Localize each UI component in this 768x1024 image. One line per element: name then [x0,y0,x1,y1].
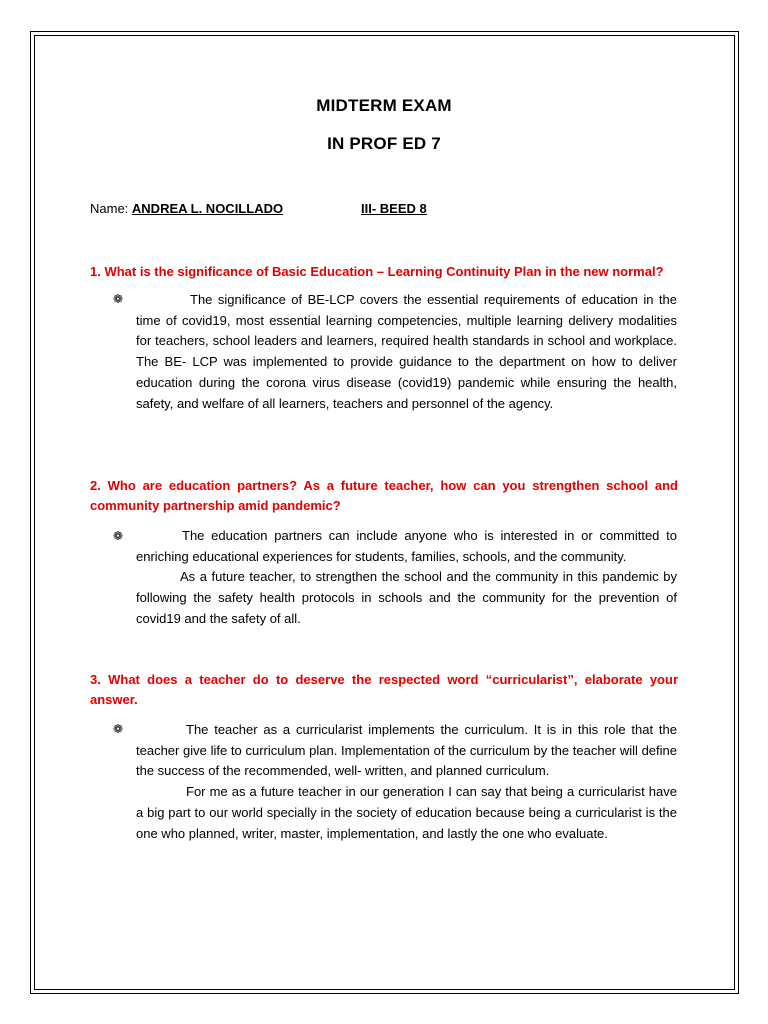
answer-2 [136,526,677,630]
answer-3-paragraph-1: The teacher as a curricularist implements the curriculum. It is in this role that the teacher give life to curriculum plan. Implementation of the curriculum by the teacher will define the success of the recommended, well- written, and planned curriculum. [136,722,677,779]
exam-subject: IN PROF ED 7 [327,134,441,153]
bullet-icon: ❁ [113,529,124,543]
answer-3-paragraph-2: For me as a future teacher in our generation I can say that being a curricularist have a big part to our world specially in the society of education because being a curricularist is the one who planned, writer, master, implementation, and lastly the one who evaluate. [136,784,677,841]
bullet-icon: ❁ [113,722,124,736]
student-name: ANDREA L. NOCILLADO [131,201,284,216]
exam-title: MIDTERM EXAM [316,96,452,115]
answer-1-paragraph-1: The significance of BE-LCP covers the essential requirements of education in the time of covid19, most essential learning competencies, multiple learning delivery modalities for teachers, school leaders and learners, required health standards in school and workplace. The BE- LCP was implemented to provide guidance to the department on how to deliver education during the corona virus disease (covid19) pandemic while ensuring the health, safety, and welfare of all learners, teachers and personnel of the agency. [136,292,677,411]
bullet-icon: ❁ [113,292,124,306]
question-1: 1. What is the significance of Basic Education – Learning Continuity Plan in the new normal? [90,264,664,279]
answer-2-paragraph-1: The education partners can include anyone who is interested in or committed to enriching educational experiences for students, families, schools, and the community. [136,528,677,564]
answer-1 [136,290,677,414]
student-name-line [90,201,283,216]
answer-2-paragraph-2: As a future teacher, to strengthen the school and the community in this pandemic by following the safety health protocols in schools and the community for the prevention of covid19 and the safety of all. [136,569,677,626]
answer-3 [136,720,677,844]
question-3: 3. What does a teacher do to deserve the respected word “curricularist”, elaborate your answer. [90,672,678,707]
question-2: 2. Who are education partners? As a future teacher, how can you strengthen school and community partnership amid pandemic? [90,478,678,513]
name-label: Name: [90,201,132,216]
student-section: III- BEED 8 [361,201,427,216]
